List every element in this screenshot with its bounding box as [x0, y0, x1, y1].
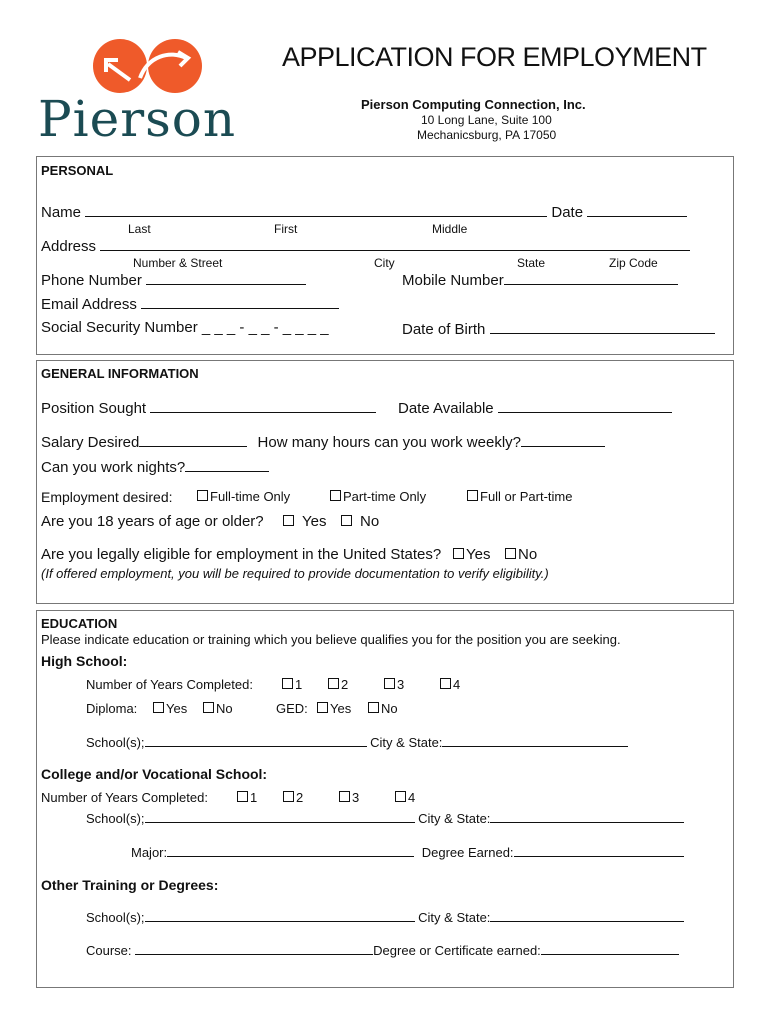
page-title: APPLICATION FOR EMPLOYMENT [282, 42, 707, 72]
opt-either[interactable]: Full or Part-time [467, 489, 572, 504]
ged-no[interactable]: No [368, 701, 398, 716]
name-label: Name [41, 204, 82, 221]
course-label: Course: [86, 943, 132, 958]
checkbox-icon[interactable] [203, 702, 214, 713]
college-heading: College and/or Vocational School: [41, 766, 268, 782]
checkbox-icon[interactable] [283, 791, 294, 802]
company-address-2: Mechanicsburg, PA 17050 [417, 128, 557, 142]
salary-field[interactable] [139, 432, 247, 447]
hs-schools-label: School(s); [86, 735, 145, 750]
degree-label: Degree Earned: [421, 845, 514, 860]
eligible-note: (If offered employment, you will be required to provide documentation to verify eligibility.) [41, 566, 549, 581]
checkbox-icon[interactable] [283, 515, 294, 526]
position-field[interactable] [150, 398, 376, 413]
logo-mark-icon [90, 38, 210, 98]
college-year-3[interactable]: 3 [339, 790, 359, 805]
nights-label: Can you work nights? [41, 459, 186, 476]
college-year-2[interactable]: 2 [283, 790, 303, 805]
hours-label: How many hours can you work weekly? [257, 434, 521, 451]
logo [38, 38, 253, 148]
address-field[interactable] [100, 236, 690, 251]
hs-year-4[interactable]: 4 [440, 677, 460, 692]
company-address-1: 10 Long Lane, Suite 100 [421, 113, 552, 127]
phone-field[interactable] [146, 270, 306, 285]
diploma-no[interactable]: No [203, 701, 233, 716]
company-name: Pierson Computing Connection, Inc. [361, 97, 586, 112]
college-year-1[interactable]: 1 [237, 790, 257, 805]
address-label: Address [41, 238, 97, 255]
nights-field[interactable] [185, 457, 269, 472]
hs-years-label: Number of Years Completed: [86, 677, 253, 692]
hours-field[interactable] [521, 432, 605, 447]
checkbox-icon[interactable] [368, 702, 379, 713]
logo-text: Pierson [38, 90, 237, 148]
email-field[interactable] [141, 294, 339, 309]
other-heading: Other Training or Degrees: [41, 877, 219, 893]
college-city-state-field[interactable] [490, 808, 684, 823]
sub-city: City [374, 256, 395, 270]
eligible-label: Are you legally eligible for employment in the United States? [41, 546, 442, 563]
general-heading: GENERAL INFORMATION [41, 366, 199, 381]
eligible-yes[interactable]: Yes [453, 546, 490, 563]
checkbox-icon[interactable] [341, 515, 352, 526]
checkbox-icon[interactable] [237, 791, 248, 802]
other-schools-label: School(s); [86, 910, 145, 925]
email-label: Email Address [41, 296, 137, 313]
opt-fulltime[interactable]: Full-time Only [197, 489, 290, 504]
date-available-field[interactable] [498, 398, 672, 413]
other-schools-field[interactable] [145, 907, 415, 922]
sub-middle: Middle [432, 222, 468, 236]
personal-heading: PERSONAL [41, 163, 114, 178]
date-available-label: Date Available [398, 400, 494, 417]
salary-label: Salary Desired [41, 434, 140, 451]
course-field[interactable] [135, 940, 373, 955]
ged-label: GED: [276, 701, 308, 716]
checkbox-icon[interactable] [153, 702, 164, 713]
hs-year-1[interactable]: 1 [282, 677, 302, 692]
checkbox-icon[interactable] [395, 791, 406, 802]
major-label: Major: [131, 845, 168, 860]
college-schools-field[interactable] [145, 808, 415, 823]
education-intro: Please indicate education or training which you believe qualifies you for the position you are seeking. [41, 632, 621, 647]
dob-label: Date of Birth [402, 321, 486, 338]
phone-label: Phone Number [41, 272, 142, 289]
checkbox-icon[interactable] [384, 678, 395, 689]
degree-field[interactable] [514, 842, 684, 857]
other-city-state-label: City & State: [418, 910, 491, 925]
checkbox-icon[interactable] [440, 678, 451, 689]
checkbox-icon[interactable] [317, 702, 328, 713]
education-heading: EDUCATION [41, 616, 118, 631]
checkbox-icon[interactable] [339, 791, 350, 802]
mobile-field[interactable] [504, 270, 678, 285]
checkbox-icon[interactable] [330, 490, 341, 501]
diploma-yes[interactable]: Yes [153, 701, 187, 716]
college-schools-label: School(s); [86, 811, 145, 826]
college-city-state-label: City & State: [418, 811, 491, 826]
hs-year-2[interactable]: 2 [328, 677, 348, 692]
college-year-4[interactable]: 4 [395, 790, 415, 805]
cert-label: Degree or Certificate earned: [373, 943, 541, 958]
age-no[interactable]: No [341, 513, 379, 530]
opt-parttime[interactable]: Part-time Only [330, 489, 426, 504]
hs-city-state-label: City & State: [370, 735, 443, 750]
diploma-label: Diploma: [86, 701, 138, 716]
date-field[interactable] [587, 202, 687, 217]
sub-zip: Zip Code [609, 256, 658, 270]
checkbox-icon[interactable] [197, 490, 208, 501]
dob-field[interactable] [490, 319, 715, 334]
checkbox-icon[interactable] [453, 548, 464, 559]
checkbox-icon[interactable] [282, 678, 293, 689]
age-label: Are you 18 years of age or older? [41, 513, 264, 530]
major-field[interactable] [167, 842, 414, 857]
age-yes[interactable]: Yes [283, 513, 326, 530]
hs-heading: High School: [41, 653, 128, 669]
sub-state: State [517, 256, 546, 270]
hs-schools-field[interactable] [145, 732, 367, 747]
ssn-label[interactable]: Social Security Number _ _ _ - _ _ - _ _ _ _ [41, 319, 329, 336]
mobile-label: Mobile Number [402, 272, 504, 289]
other-city-state-field[interactable] [490, 907, 684, 922]
checkbox-icon[interactable] [328, 678, 339, 689]
checkbox-icon[interactable] [467, 490, 478, 501]
sub-last: Last [128, 222, 151, 236]
hs-city-state-field[interactable] [442, 732, 628, 747]
checkbox-icon[interactable] [505, 548, 516, 559]
name-field[interactable] [85, 202, 547, 217]
sub-street: Number & Street [133, 256, 223, 270]
ged-yes[interactable]: Yes [317, 701, 351, 716]
college-years-label: Number of Years Completed: [41, 790, 208, 805]
sub-first: First [274, 222, 298, 236]
date-label: Date [551, 204, 584, 221]
cert-field[interactable] [541, 940, 679, 955]
eligible-no[interactable]: No [505, 546, 537, 563]
position-label: Position Sought [41, 400, 147, 417]
employment-label: Employment desired: [41, 489, 173, 505]
hs-year-3[interactable]: 3 [384, 677, 404, 692]
